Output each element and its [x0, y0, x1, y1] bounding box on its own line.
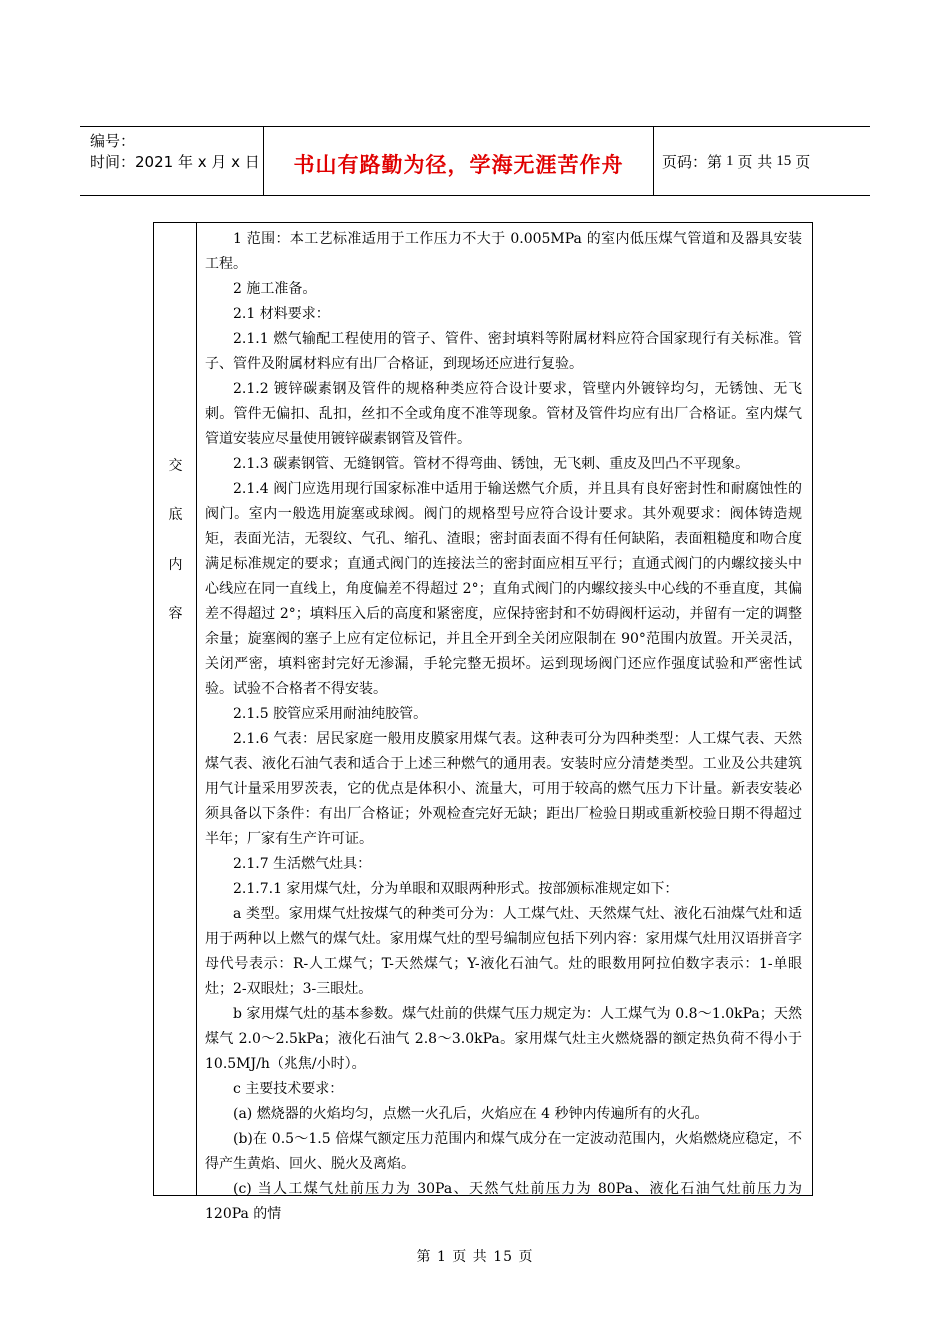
- header-page-info: [654, 127, 870, 195]
- number-label: 编号：: [90, 132, 136, 150]
- paragraph: 2.1.1 燃气输配工程使用的管子、管件、密封填料等附属材料应符合国家现行有关标准。管子、管件及附属材料应有出厂合格证，到现场还应进行复验。: [205, 331, 802, 372]
- page-mid: 页 共: [737, 152, 773, 171]
- header-meta: [80, 127, 264, 195]
- paragraph: 2.1.6 气表：居民家庭一般用皮膜家用煤气表。这种表可分为四种类型：人工煤气表、天然煤气表、液化石油气表和适合于上述三种燃气的通用表。安装时应分清楚类型。工业及公共建筑用气计量采用罗茨表，它的优点是体积小、流量大，可用于较高的燃气压力下计量。新表安装必须具备以下条件：有出厂合格证；外观检查完好无缺；距出厂检验日期或重新校验日期不得超过半年；厂家有生产许可证。: [205, 731, 802, 847]
- paragraph: 2.1 材料要求：: [233, 306, 330, 322]
- paragraph: (c) 当人工煤气灶前压力为 30Pa、天然气灶前压力为 80Pa、液化石油气灶前压力为 120Pa 的情: [205, 1181, 802, 1222]
- document-header: [80, 126, 870, 196]
- side-label-char: 容: [168, 606, 183, 622]
- paragraph: 2.1.3 碳素钢管、无缝钢管。管材不得弯曲、锈蚀，无飞刺、重皮及凹凸不平现象。: [233, 456, 750, 472]
- page-footer: 第 1 页 共 15 页: [416, 1249, 534, 1265]
- paragraph: a 类型。家用煤气灶按煤气的种类可分为：人工煤气灶、天然煤气灶、液化石油煤气灶和适用于两种以上燃气的煤气灶。家用煤气灶的型号编制应包括下列内容：家用煤气灶用汉语拼音字母代号表示：R-人工煤气；T-天然煤气；Y-液化石油气。灶的眼数用阿拉伯数字表示：1-单眼灶；2-双眼灶；3-三眼灶。: [205, 906, 802, 997]
- page-current: 1: [726, 152, 734, 169]
- paragraph: 2.1.7.1 家用煤气灶，分为单眼和双眼两种形式。按部颁标准规定如下：: [233, 881, 679, 897]
- paragraph: 2.1.2 镀锌碳素钢及管件的规格种类应符合设计要求，管壁内外镀锌均匀，无锈蚀、无飞刺。管件无偏扣、乱扣，丝扣不全或角度不准等现象。管材及管件均应有出厂合格证。室内煤气管道安装应尽量使用镀锌碳素钢管及管件。: [205, 381, 802, 447]
- paragraph: (a) 燃烧器的火焰均匀，点燃一火孔后，火焰应在 4 秒钟内传遍所有的火孔。: [233, 1106, 709, 1122]
- date-line: 时间：2021 年 x 月 x 日: [90, 153, 260, 171]
- paragraph: 2.1.7 生活燃气灶具：: [233, 856, 372, 872]
- content-cell: [197, 223, 812, 1222]
- side-label-char: 交: [168, 458, 183, 474]
- side-label-cell: [154, 223, 197, 1195]
- paragraph: 1 范围：本工艺标准适用于工作压力不大于 0.005MPa 的室内低压煤气管道和及器具安装工程。: [205, 231, 802, 272]
- content-table: [153, 222, 813, 1222]
- side-label-char: 内: [168, 557, 183, 573]
- paragraph: 2.1.4 阀门应选用现行国家标准中适用于输送燃气介质，并且具有良好密封性和耐腐蚀性的阀门。室内一般选用旋塞或球阀。阀门的规格型号应符合设计要求。其外观要求：阀体铸造规矩，表面光洁，无裂纹、气孔、缩孔、渣眼；密封面表面不得有任何缺陷，表面粗糙度和吻合度满足标准规定的要求；直通式阀门的连接法兰的密封面应相互平行；直通式阀门的内螺纹接头中心线应在同一直线上，角度偏差不得超过 2°；直角式阀门的内螺纹接头中心线的不垂直度，其偏差不得超过 2°；填料压入后的高度和紧密度，应保持密封和不妨碍阀杆运动，并留有一定的调整余量；旋塞阀的塞子上应有定位标记，并且全开到全关闭应限制在 90°范围内放置。开关灵活，关闭严密，填料密封完好无渗漏，手轮完整无损坏。运到现场阀门还应作强度试验和严密性试验。试验不合格者不得安装。: [205, 481, 802, 697]
- page-prefix: 页码：第: [662, 152, 723, 171]
- page-suffix: 页: [795, 152, 811, 171]
- paragraph: (b)在 0.5～1.5 倍煤气额定压力范围内和煤气成分在一定波动范围内，火焰燃烧应稳定，不得产生黄焰、回火、脱火及离焰。: [205, 1131, 802, 1172]
- paragraph: 2 施工准备。: [233, 281, 317, 297]
- paragraph: b 家用煤气灶的基本参数。煤气灶前的供煤气压力规定为：人工煤气为 0.8～1.0kPa；天然煤气 2.0～2.5kPa；液化石油气 2.8～3.0kPa。家用煤气灶主火燃烧器的额定热负荷不得小于 10.5MJ/h（兆焦/小时）。: [205, 1006, 802, 1072]
- page-total: 15: [776, 152, 792, 169]
- paragraph: c 主要技术要求：: [233, 1081, 344, 1097]
- header-motto-cell: [264, 127, 654, 195]
- paragraph: 2.1.5 胶管应采用耐油纯胶管。: [233, 706, 428, 722]
- side-label-char: 底: [168, 507, 183, 523]
- motto: 书山有路勤为径，学海无涯苦作舟: [293, 153, 624, 177]
